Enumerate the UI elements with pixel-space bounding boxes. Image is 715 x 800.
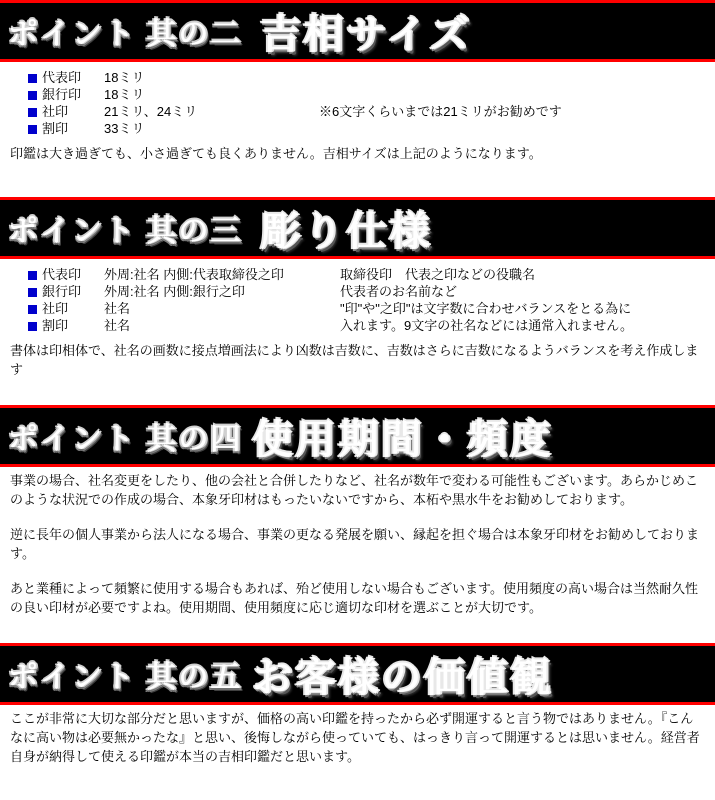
section-banner-point2 [0,0,715,62]
square-bullet-icon [28,74,37,83]
spec-note: 入れます。9文字の社名などには通常入れません。 [340,318,633,333]
spec-row [28,121,715,137]
spec-row [28,70,715,86]
spec-value: 18ミリ [104,87,145,102]
spec-note: 取締役印 代表之印などの役職名 [340,267,536,282]
point2-paragraph: 印鑑は大き過ぎても、小さ過ぎても良くありません。吉相サイズは上記のようになります。 [10,146,542,161]
section-title: 吉相サイズ [260,12,473,57]
spec-note: 代表者のお名前など [340,284,458,299]
square-bullet-icon [28,288,37,297]
carving-spec-list [0,259,715,337]
section-title: 彫り仕様 [260,209,433,254]
section-title: 使用期間・頻度 [252,417,554,462]
section-banner-point3 [0,197,715,259]
spec-name: 銀行印 [42,87,82,102]
point3-paragraph: 書体は印相体で、社名の画数に接点増画法により凶数は吉数に、吉数はさらに吉数になるようバランスを考え作成します [10,343,699,377]
section-label: ポイント 其の三 [8,215,243,248]
spec-name: 社印 [42,104,69,119]
point4-paragraph-2: 逆に長年の個人事業から法人になる場合、事業の更なる発展を願い、縁起を担ぐ場合は本象牙印材をお勧めしております。 [10,527,700,561]
spec-detail: 社名 [104,301,131,316]
point5-paragraph: ここが非常に大切な部分だと思いますが、価格の高い印鑑を持ったから必ず開運すると言う物ではありません。『こんなに高い物は必要無かったな』と思い、後悔しながら使っていても、はっきり言って開運するとは思いません。経営者自身が納得して使える印鑑が本当の吉相印鑑だと思います。 [10,711,700,764]
spec-detail: 外周:社名 内側:代表取締役之印 [104,267,284,282]
spec-row [28,301,715,317]
banner-inner [0,408,715,464]
point4-paragraph-3: あと業種によって頻繁に使用する場合もあれば、殆ど使用しない場合もございます。使用頻度の高い場合は当然耐久性の良い印材が必要ですよね。使用期間、使用頻度に応じ適切な印材を選ぶことが大切です。 [10,581,698,615]
square-bullet-icon [28,271,37,280]
spec-name: 代表印 [42,70,82,85]
spec-row [28,104,715,120]
point4-paragraph-1: 事業の場合、社名変更をしたり、他の会社と合併したりなど、社名が数年で変わる可能性もございます。あらかじめこのような状況での作成の場合、本象牙印材はもったいないですから、本柘や黒水牛をお勧めしております。 [10,473,698,507]
spec-name: 銀行印 [42,284,82,299]
banner-inner [0,200,715,256]
section-label: ポイント 其の二 [8,18,243,51]
spec-value: 21ミリ、24ミリ [104,104,198,119]
section-label: ポイント 其の四 [8,423,243,456]
spec-row [28,318,715,334]
spec-name: 代表印 [42,267,82,282]
spec-value: 33ミリ [104,121,145,136]
section-banner-point5 [0,643,715,705]
spec-row [28,284,715,300]
spacer [0,163,715,197]
square-bullet-icon [28,91,37,100]
spec-row [28,87,715,103]
section-banner-point4 [0,405,715,467]
square-bullet-icon [28,125,37,134]
square-bullet-icon [28,108,37,117]
spec-value: 18ミリ [104,70,145,85]
section-label: ポイント 其の五 [8,661,243,694]
section-title: お客様の価値観 [252,655,554,700]
spec-name: 社印 [42,301,69,316]
spacer [0,617,715,643]
spec-note: "印"や"之印"は文字数に合わせバランスをとる為に [340,301,632,316]
spec-row [28,267,715,283]
spacer [0,379,715,405]
size-spec-list [0,62,715,140]
spec-note: ※6文字くらいまでは21ミリがお勧めです [319,104,562,119]
square-bullet-icon [28,322,37,331]
banner-inner [0,3,715,59]
spec-name: 割印 [42,121,69,136]
square-bullet-icon [28,305,37,314]
spec-name: 割印 [42,318,69,333]
spec-detail: 外周:社名 内側:銀行之印 [104,284,245,299]
spec-detail: 社名 [104,318,131,333]
banner-inner [0,646,715,702]
